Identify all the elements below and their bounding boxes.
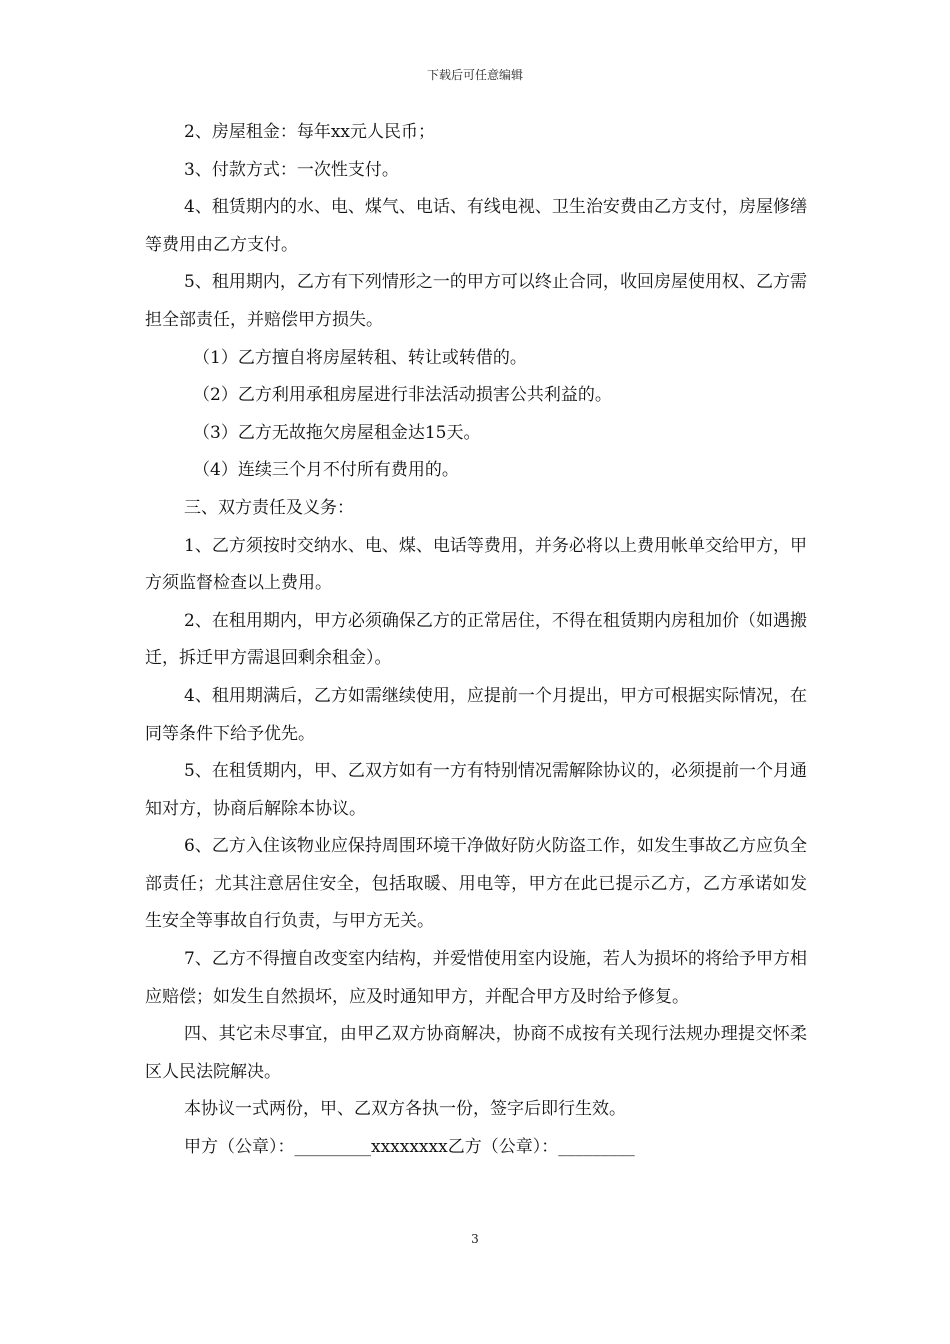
paragraph-duty-1: 1、乙方须按时交纳水、电、煤、电话等费用，并务必将以上费用帐单交给甲方，甲方须监督检查以上费用。 [145,535,807,594]
paragraph-duty-6: 6、乙方入住该物业应保持周围环境干净做好防火防盗工作，如发生事故乙方应负全部责任；尤其注意居住安全，包括取暖、用电等，甲方在此已提示乙方，乙方承诺如发生安全等事故自行负责，与甲方无关。 [145,836,807,932]
paragraph-rent: 2、房屋租金：每年xx元人民币； [184,122,435,142]
list-item-unpaid-fees: （4）连续三个月不付所有费用的。 [193,460,459,481]
paragraph-duty-5: 5、在租赁期内，甲、乙双方如有一方有特别情况需解除协议的，必须提前一个月通知对方，协商后解除本协议。 [145,761,807,819]
list-item-illegal-use: （2）乙方利用承租房屋进行非法活动损害公共利益的。 [193,385,612,406]
section-heading-duties: 三、双方责任及义务： [184,497,354,518]
page-header: 下载后可任意编辑 [426,68,523,82]
section-other-matters: 四、其它未尽事宜，由甲乙双方协商解决，协商不成按有关现行法规办理提交怀柔区人民法院解决。 [145,1024,807,1082]
paragraph-duty-4: 4、租用期满后，乙方如需继续使用，应提前一个月提出，甲方可根据实际情况，在同等条件下给予优先。 [145,685,807,744]
paragraph-utilities: 4、租赁期内的水、电、煤气、电话、有线电视、卫生治安费由乙方支付，房屋修缮等费用由乙方支付。 [145,197,807,255]
paragraph-payment: 3、付款方式：一次性支付。 [184,159,399,180]
page-number: 3 [471,1232,479,1246]
signature-line: 甲方（公章）：_________xxxxxxxx乙方（公章）：_________ [184,1137,635,1158]
paragraph-duty-7: 7、乙方不得擅自改变室内结构，并爱惜使用室内设施，若人为损坏的将给予甲方相应赔偿；如发生自然损坏，应及时通知甲方，并配合甲方及时给予修复。 [145,949,807,1007]
list-item-sublet: （1）乙方擅自将房屋转租、转让或转借的。 [193,347,527,368]
document-body [145,114,807,1167]
list-item-rent-arrears: （3）乙方无故拖欠房屋租金达15天。 [193,422,481,443]
paragraph-copies: 本协议一式两份，甲、乙双方各执一份，签字后即行生效。 [184,1099,626,1120]
paragraph-duty-2: 2、在租用期内，甲方必须确保乙方的正常居住，不得在租赁期内房租加价（如遇搬迁，拆迁甲方需退回剩余租金）。 [145,610,807,669]
paragraph-termination: 5、租用期内，乙方有下列情形之一的甲方可以终止合同，收回房屋使用权、乙方需担全部责任，并赔偿甲方损失。 [145,272,807,330]
